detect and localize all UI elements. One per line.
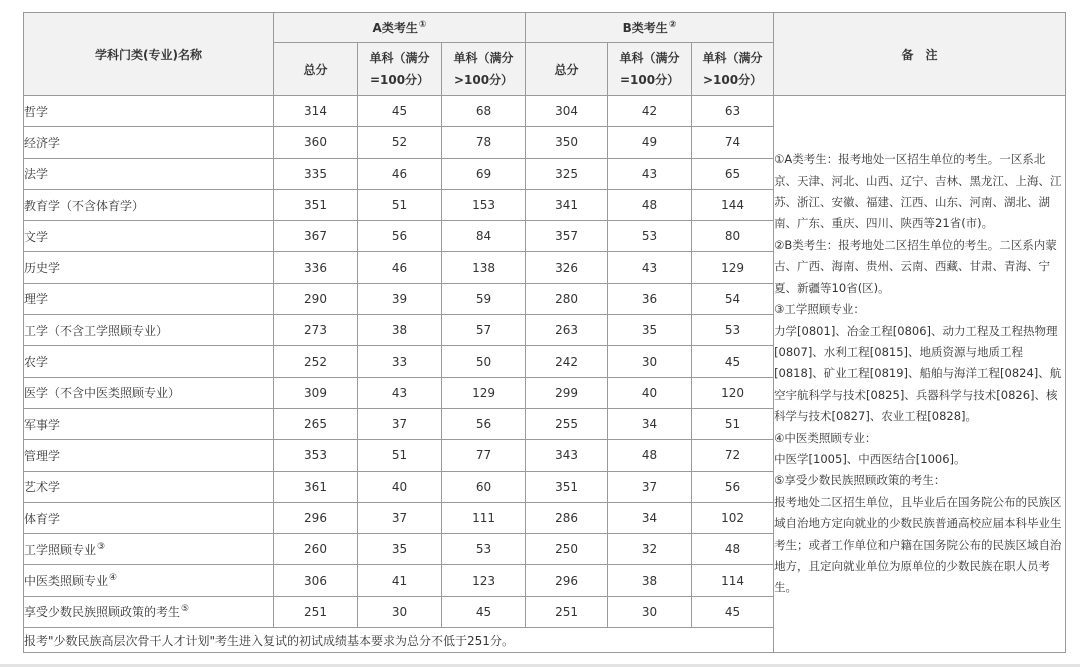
score-cell-b-total: 304 (526, 96, 608, 127)
score-cell-b-total: 280 (526, 283, 608, 314)
score-cell-a-over: 57 (442, 315, 526, 346)
score-cell-b-over: 63 (692, 96, 774, 127)
score-cell-b-100: 36 (608, 283, 692, 314)
score-cell-b-100: 49 (608, 127, 692, 158)
score-cell-a-100: 43 (358, 377, 442, 408)
score-cell-b-over: 102 (692, 502, 774, 533)
subject-name: 文学 (24, 229, 49, 244)
score-cell-b-over: 129 (692, 252, 774, 283)
score-cell-b-total: 326 (526, 252, 608, 283)
subject-name: 经济学 (24, 135, 61, 150)
score-cell-a-total: 290 (274, 283, 358, 314)
score-cell-b-over: 120 (692, 377, 774, 408)
remark-paragraph: ①A类考生：报考地处一区招生单位的考生。一区系北京、天津、河北、山西、辽宁、吉林、黑龙江、上海、江苏、浙江、安徽、福建、江西、山东、河南、湖北、湖南、广东、重庆、四川、陕西等21省(市)。 (774, 152, 1062, 231)
score-cell-b-over: 54 (692, 283, 774, 314)
subject-cell (24, 565, 274, 596)
remark-paragraph: ④中医类照顾专业： (774, 430, 877, 445)
score-cell-b-total: 351 (526, 471, 608, 502)
score-cell-a-over: 69 (442, 158, 526, 189)
subject-cell (24, 346, 274, 377)
subject-column-header: 学科门类(专业)名称 (24, 13, 274, 96)
score-cell-a-total: 252 (274, 346, 358, 377)
score-cell-a-over: 50 (442, 346, 526, 377)
score-cell-b-100: 53 (608, 221, 692, 252)
score-cell-a-over: 56 (442, 408, 526, 439)
score-cell-a-total: 251 (274, 596, 358, 627)
score-cell-a-over: 78 (442, 127, 526, 158)
score-cell-a-total: 335 (274, 158, 358, 189)
remarks-header: 备 注 (774, 13, 1066, 96)
score-cell-b-over: 72 (692, 440, 774, 471)
score-cell-b-over: 45 (692, 596, 774, 627)
score-cell-a-100: 38 (358, 315, 442, 346)
score-cell-a-over: 60 (442, 471, 526, 502)
score-cell-b-total: 250 (526, 534, 608, 565)
group-a-header (274, 13, 526, 43)
score-cell-a-over: 53 (442, 534, 526, 565)
score-cell-a-total: 309 (274, 377, 358, 408)
group-b-header (526, 13, 774, 43)
score-cell-b-over: 80 (692, 221, 774, 252)
score-cell-a-total: 351 (274, 189, 358, 220)
score-cell-b-total: 299 (526, 377, 608, 408)
score-cell-a-100: 51 (358, 189, 442, 220)
score-cell-b-over: 144 (692, 189, 774, 220)
remarks-cell (774, 96, 1066, 653)
subject-cell (24, 440, 274, 471)
subject-note: ⑤ (181, 604, 190, 615)
subject-name: 管理学 (24, 448, 61, 463)
score-cell-a-100: 35 (358, 534, 442, 565)
b-total-header: 总分 (526, 43, 608, 96)
subject-cell (24, 283, 274, 314)
score-cell-a-over: 77 (442, 440, 526, 471)
subject-name: 历史学 (24, 261, 61, 276)
subject-name: 教育学（不含体育学） (24, 198, 145, 213)
subject-name: 中医类照顾专业 (24, 574, 109, 589)
score-cell-a-total: 260 (274, 534, 358, 565)
group-b-label: B类考生 (622, 21, 668, 35)
score-cell-b-100: 37 (608, 471, 692, 502)
score-cell-b-100: 34 (608, 502, 692, 533)
subject-name: 工学照顾专业 (24, 542, 97, 557)
subject-name: 理学 (24, 292, 49, 307)
score-cell-b-100: 38 (608, 565, 692, 596)
score-cell-a-over: 84 (442, 221, 526, 252)
score-cell-b-total: 357 (526, 221, 608, 252)
score-cell-b-total: 343 (526, 440, 608, 471)
subject-name: 军事学 (24, 417, 61, 432)
score-cell-b-over: 45 (692, 346, 774, 377)
subject-cell (24, 596, 274, 627)
subject-name: 体育学 (24, 511, 61, 526)
remark-paragraph: ⑤享受少数民族照顾政策的考生： (774, 473, 946, 488)
score-cell-b-over: 74 (692, 127, 774, 158)
score-cell-a-total: 314 (274, 96, 358, 127)
score-table-container (23, 12, 1065, 658)
score-cell-a-total: 367 (274, 221, 358, 252)
score-cell-a-100: 41 (358, 565, 442, 596)
subject-cell (24, 471, 274, 502)
score-cell-b-total: 325 (526, 158, 608, 189)
score-cell-a-over: 138 (442, 252, 526, 283)
score-cell-b-total: 255 (526, 408, 608, 439)
score-cell-a-total: 273 (274, 315, 358, 346)
score-cell-b-over: 56 (692, 471, 774, 502)
subject-name: 艺术学 (24, 480, 61, 495)
subject-cell (24, 221, 274, 252)
score-cell-a-over: 45 (442, 596, 526, 627)
score-cell-b-100: 48 (608, 189, 692, 220)
score-cell-a-total: 336 (274, 252, 358, 283)
remark-paragraph: 中医学[1005]、中西医结合[1006]。 (774, 451, 966, 466)
score-cell-a-total: 265 (274, 408, 358, 439)
score-cell-b-100: 40 (608, 377, 692, 408)
score-cell-a-100: 37 (358, 502, 442, 533)
subject-cell (24, 158, 274, 189)
remark-paragraph: 力学[0801]、冶金工程[0806]、动力工程及工程热物理[0807]、水利工程[0815]、地质资源与地质工程[0818]、矿业工程[0819]、船舶与海洋工程[0824]、航空宇航科学与技术[0825]、兵器科学与技术[0826]、核科学与技术[0827]、农业工程[0828]。 (774, 323, 1062, 424)
subject-cell (24, 315, 274, 346)
subject-name: 医学（不含中医类照顾专业） (24, 386, 181, 401)
score-cell-b-total: 296 (526, 565, 608, 596)
subject-cell (24, 502, 274, 533)
score-cell-b-100: 43 (608, 252, 692, 283)
score-cell-b-over: 51 (692, 408, 774, 439)
a-single-over-header: 单科（满分>100分） (442, 43, 526, 96)
group-b-note: ② (668, 20, 677, 30)
score-cell-a-100: 33 (358, 346, 442, 377)
score-cell-a-total: 361 (274, 471, 358, 502)
score-cell-b-total: 242 (526, 346, 608, 377)
subject-name: 享受少数民族照顾政策的考生 (24, 605, 181, 620)
score-cell-a-over: 153 (442, 189, 526, 220)
score-cell-a-total: 353 (274, 440, 358, 471)
subject-note: ④ (109, 573, 118, 584)
score-cell-a-total: 296 (274, 502, 358, 533)
score-cell-b-100: 35 (608, 315, 692, 346)
score-cell-b-over: 114 (692, 565, 774, 596)
score-cell-a-100: 46 (358, 252, 442, 283)
score-cell-a-over: 59 (442, 283, 526, 314)
score-cell-b-over: 48 (692, 534, 774, 565)
score-cell-b-100: 34 (608, 408, 692, 439)
group-a-label: A类考生 (372, 21, 418, 35)
score-cell-b-total: 286 (526, 502, 608, 533)
group-a-note: ① (418, 20, 427, 30)
score-cell-b-100: 48 (608, 440, 692, 471)
score-cell-b-100: 43 (608, 158, 692, 189)
score-cell-a-over: 68 (442, 96, 526, 127)
score-cell-b-total: 263 (526, 315, 608, 346)
subject-cell (24, 127, 274, 158)
remark-paragraph: ③工学照顾专业： (774, 302, 865, 317)
score-cell-a-100: 51 (358, 440, 442, 471)
score-cell-a-100: 56 (358, 221, 442, 252)
subject-name: 法学 (24, 167, 49, 182)
score-cell-b-100: 30 (608, 346, 692, 377)
score-cell-b-total: 350 (526, 127, 608, 158)
table-header (24, 13, 1066, 96)
subject-cell (24, 96, 274, 127)
score-cell-a-over: 123 (442, 565, 526, 596)
footnote-text: 报考"少数民族高层次骨干人才计划"考生进入复试的初试成绩基本要求为总分不低于251分。 (24, 628, 774, 653)
score-cell-b-over: 53 (692, 315, 774, 346)
subject-name: 农学 (24, 355, 49, 370)
score-cell-b-over: 65 (692, 158, 774, 189)
subject-cell (24, 377, 274, 408)
score-cell-a-100: 46 (358, 158, 442, 189)
subject-cell (24, 408, 274, 439)
b-single-over-header: 单科（满分>100分） (692, 43, 774, 96)
score-cell-b-100: 42 (608, 96, 692, 127)
score-cell-a-100: 40 (358, 471, 442, 502)
remark-paragraph: ②B类考生：报考地处二区招生单位的考生。二区系内蒙古、广西、海南、贵州、云南、西藏、甘肃、青海、宁夏、新疆等10省(区)。 (774, 237, 1057, 295)
subject-cell (24, 189, 274, 220)
score-cell-a-over: 129 (442, 377, 526, 408)
score-cell-b-total: 341 (526, 189, 608, 220)
table-row (24, 96, 1066, 127)
score-cell-a-100: 39 (358, 283, 442, 314)
subject-note: ③ (97, 541, 106, 552)
table-body (24, 96, 1066, 653)
score-cell-a-total: 360 (274, 127, 358, 158)
a-total-header: 总分 (274, 43, 358, 96)
score-cell-b-total: 251 (526, 596, 608, 627)
remark-paragraph: 报考地处二区招生单位，且毕业后在国务院公布的民族区域自治地方定向就业的少数民族普通高校应届本科毕业生考生；或者工作单位和户籍在国务院公布的民族区域自治地方，且定向就业单位为原单位的少数民族在职人员考生。 (774, 494, 1062, 595)
score-cell-b-100: 32 (608, 534, 692, 565)
score-cell-a-over: 111 (442, 502, 526, 533)
score-cell-a-total: 306 (274, 565, 358, 596)
score-requirements-table (23, 12, 1066, 653)
subject-name: 哲学 (24, 104, 49, 119)
b-single-100-header: 单科（满分=100分） (608, 43, 692, 96)
score-cell-a-100: 37 (358, 408, 442, 439)
score-cell-a-100: 30 (358, 596, 442, 627)
score-cell-b-100: 30 (608, 596, 692, 627)
a-single-100-header: 单科（满分=100分） (358, 43, 442, 96)
score-cell-a-100: 45 (358, 96, 442, 127)
score-cell-a-100: 52 (358, 127, 442, 158)
subject-cell (24, 534, 274, 565)
subject-cell (24, 252, 274, 283)
subject-name: 工学（不含工学照顾专业） (24, 323, 169, 338)
